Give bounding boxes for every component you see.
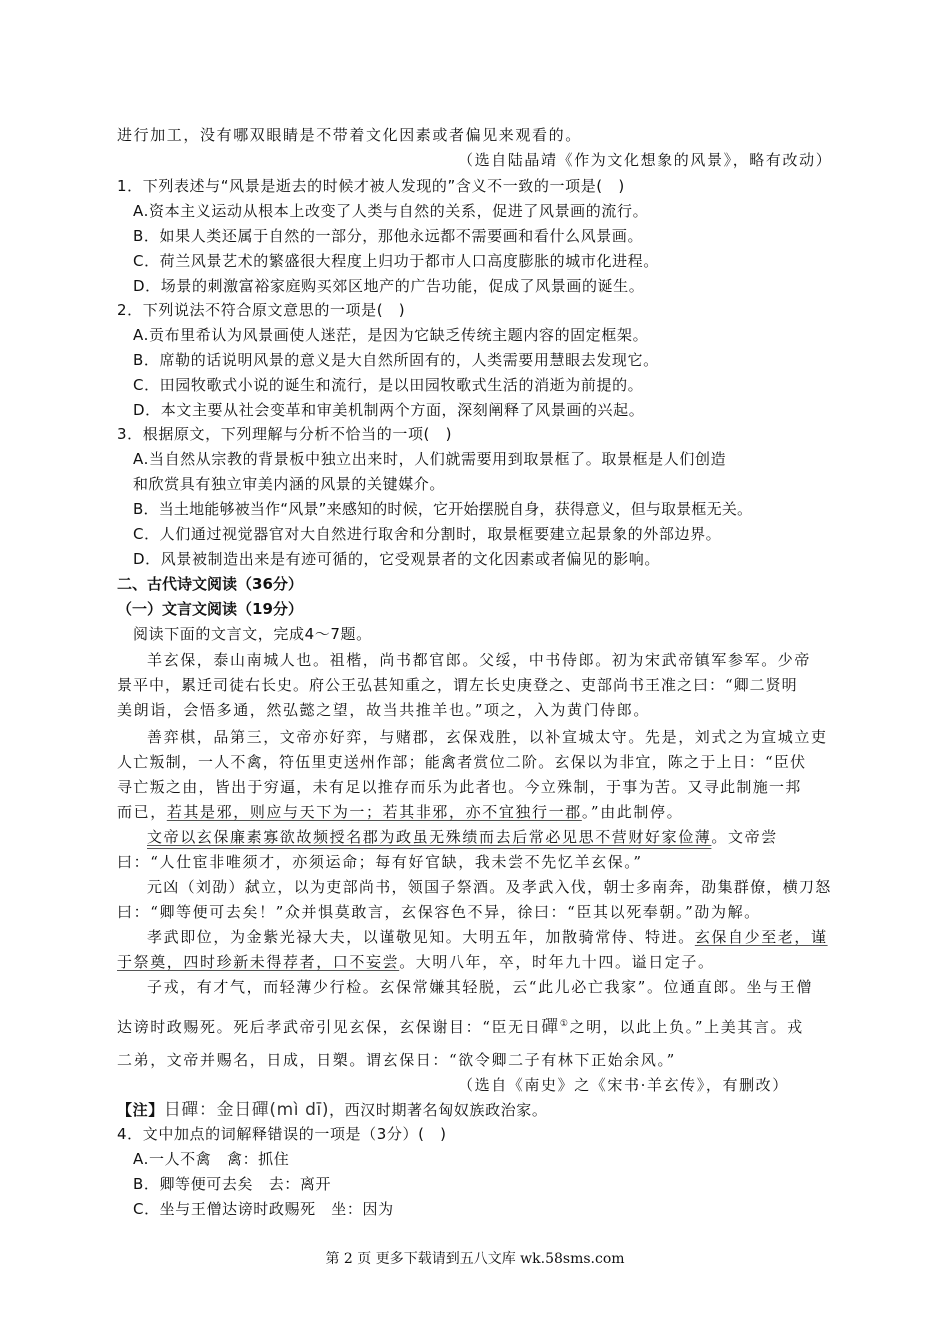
passage-text: 。文帝尝 — [711, 828, 778, 846]
option-3b: B．当土地能够被当作“风景”来感知的时候，它开始摆脱自身，获得意义，但与取景框无关。 — [133, 500, 753, 518]
option-1c: C．荷兰风景艺术的繁盛很大程度上归功于都市人口高度膨胀的城市化进程。 — [133, 252, 659, 270]
underlined-sentence: 于祭奠，四时珍新未得荐者，口不妄尝 — [117, 953, 400, 971]
passage-line: 子戎，有才气，而轻薄少行检。玄保常嫌其轻脱，云“此儿必亡我家”。位通直郎。坐与王僧 — [147, 978, 813, 996]
passage-line: 曰：“人仕宦非唯须才，亦须运命；每有好官缺，我未尝不先忆羊玄保。” — [117, 853, 643, 871]
passage-text: 之明，以此上负。”上美其言。戎 — [569, 1018, 804, 1036]
passage-line: 美朗诣，会悟多通，然弘懿之望，故当共推羊也。”项之，入为黄门侍郎。 — [117, 701, 650, 719]
passage-text: 。大明八年，卒，时年九十四。谥日定子。 — [399, 953, 715, 971]
option-4c: C．坐与王僧达谤时政赐死 坐：因为 — [133, 1200, 394, 1218]
underlined-sentence: 若其是邪，则应与天下为一；若其非邪，亦不宜独行一郡 — [166, 803, 582, 821]
passage-line — [117, 952, 715, 972]
subsection-heading: （一）文言文阅读（19分） — [117, 600, 303, 618]
footnote-marker: ① — [559, 1019, 570, 1029]
option-2c: C．田园牧歌式小说的诞生和流行，是以田园牧歌式生活的消逝为前提的。 — [133, 376, 644, 394]
rare-character: 磾 — [541, 1017, 560, 1037]
question-1: 1．下列表述与“风景是逝去的时候才被人发现的”含义不一致的一项是( ) — [117, 177, 625, 195]
footnote-label: 【注】 — [117, 1101, 164, 1119]
footnote-term: 日磾：金日磾(mì dī) — [163, 1100, 330, 1120]
passage-line — [117, 1014, 804, 1037]
option-1d: D．场景的刺激富裕家庭购买郊区地产的广告功能，促成了风景画的诞生。 — [133, 277, 645, 295]
passage-text: 。”由此制停。 — [581, 803, 684, 821]
passage-line: 善弈棋，品第三，文帝亦好弈，与赌郡，玄保戏胜，以补宣城太守。先是，刘式之为宣城立吏 — [147, 728, 828, 746]
passage-line: 元凶（刘劭）弑立，以为吏部尚书，领国子祭酒。及孝武入伐，朝士多南奔，劭集群僚，横刀怒 — [147, 878, 832, 896]
question-3: 3．根据原文，下列理解与分析不恰当的一项( ) — [117, 425, 453, 443]
passage-text: 而已， — [117, 803, 167, 821]
option-2a: A.贡布里希认为风景画使人迷茫，是因为它缺乏传统主题内容的固定框架。 — [133, 326, 649, 344]
question-4: 4．文中加点的词解释错误的一项是（3分）( ) — [117, 1125, 447, 1143]
option-4b: B．卿等便可去矣 去：离开 — [133, 1175, 332, 1193]
section-heading: 二、古代诗文阅读（36分） — [117, 575, 303, 593]
page-footer: 第 2 页 更多下载请到五八文库 wk.58sms.com — [325, 1251, 625, 1267]
underlined-sentence: 玄保自少至老，谨 — [694, 928, 828, 946]
passage-line: 二弟，文帝并赐名，日成，日槊。谓玄保日：“欲令卿二子有林下正始余风。” — [117, 1051, 676, 1069]
passage-line: 寻亡叛之由，皆出于穷逼，未有足以推存而乐为此者也。今立殊制，于事为苦。又寻此制施一邦 — [117, 778, 802, 796]
passage-line — [147, 827, 778, 847]
passage-line — [147, 927, 828, 947]
source-citation: （选自《南史》之《宋书·羊玄传》，有删改） — [458, 1076, 789, 1094]
option-3c: C．人们通过视觉器官对大自然进行取舍和分割时，取景框要建立起景象的外部边界。 — [133, 525, 722, 543]
passage-line — [117, 802, 683, 822]
passage-line: 人亡叛制，一人不禽，符伍里吏送州作部；能禽者赏位二阶。玄保以为非宜，陈之于上日：“臣伏 — [117, 753, 807, 771]
question-2: 2．下列说法不符合原文意思的一项是( ) — [117, 301, 406, 319]
footnote — [117, 1100, 547, 1120]
passage-text: 达谤时政赐死。死后孝武帝引见玄保，玄保谢目：“臣无日 — [117, 1018, 542, 1036]
option-1a: A.资本主义运动从根本上改变了人类与自然的关系，促进了风景画的流行。 — [133, 202, 649, 220]
passage-line: 景平中，累迁司徒右长史。府公王弘甚知重之，谓左长史庚登之、吏部尚书王准之曰：“卿二贤明 — [117, 676, 798, 694]
option-2b: B．席勒的话说明风景的意义是大自然所固有的，人类需要用慧眼去发现它。 — [133, 351, 659, 369]
passage-line: 羊玄保，泰山南城人也。祖楷，尚书都官郎。父绥，中书侍郎。初为宋武帝镇军参军。少帝 — [147, 651, 812, 669]
option-4a: A.一人不禽 禽：抓住 — [133, 1150, 290, 1168]
option-1b: B．如果人类还属于自然的一部分，那他永远都不需要画和看什么风景画。 — [133, 227, 644, 245]
passage-line: 曰：“卿等便可去矣！”众并惧莫敢言，玄保容色不异，徐曰：“臣其以死奉朝。”劭为解。 — [117, 903, 761, 921]
text-line: 进行加工，没有哪双眼睛是不带着文化因素或者偏见来观看的。 — [117, 126, 582, 144]
option-3d: D．风景被制造出来是有迹可循的，它受观景者的文化因素或者偏见的影响。 — [133, 550, 660, 568]
option-3a-cont: 和欣赏具有独立审美内涵的风景的关键媒介。 — [133, 475, 446, 493]
option-2d: D．本文主要从社会变革和审美机制两个方面，深刻阐释了风景画的兴起。 — [133, 401, 645, 419]
passage-text: 孝武即位，为金紫光禄大夫，以谨敬见知。大明五年，加散骑常侍、特进。 — [147, 928, 695, 946]
footnote-text: ，西汉时期著名匈奴族政治家。 — [329, 1101, 548, 1119]
option-3a: A.当自然从宗教的背景板中独立出来时，人们就需要用到取景框了。取景框是人们创造 — [133, 450, 727, 468]
underlined-sentence: 文帝以玄保廉素寡欲故频授名郡为政虽无殊绩而去后常必见思不营财好家俭薄 — [147, 828, 712, 846]
source-citation: （选自陆晶靖《作为文化想象的风景》，略有改动） — [458, 151, 833, 169]
instruction: 阅读下面的文言文，完成4～7题。 — [133, 625, 372, 643]
